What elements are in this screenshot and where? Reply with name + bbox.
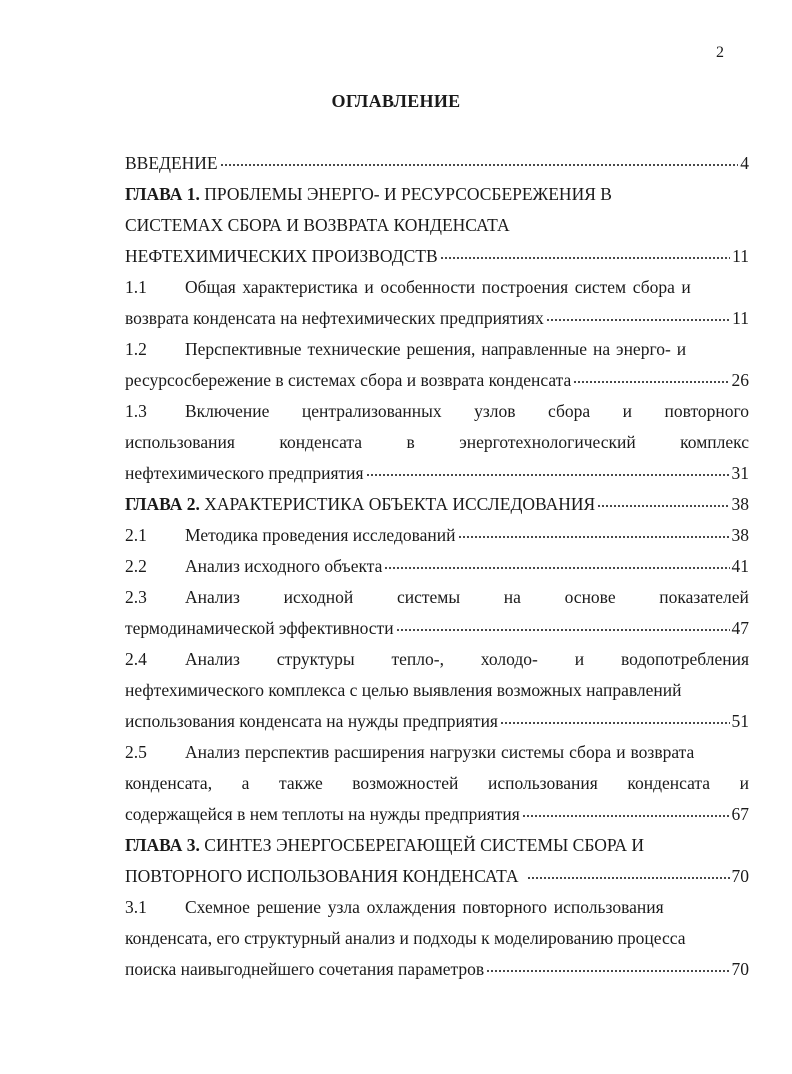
toc-entry-text: ХАРАКТЕРИСТИКА ОБЪЕКТА ИССЛЕДОВАНИЯ	[204, 494, 596, 514]
toc-section-2-4-cont	[125, 675, 749, 706]
toc-section-1-1-cont	[125, 303, 749, 334]
toc-page-number: 70	[731, 959, 749, 979]
section-number: 2.4	[125, 649, 147, 669]
word: и	[739, 773, 749, 793]
toc-page-number: 38	[731, 494, 749, 514]
table-of-contents	[125, 148, 749, 985]
dot-leader	[458, 536, 730, 538]
word: Анализ	[185, 649, 240, 669]
toc-section-2-2[interactable]	[125, 551, 749, 582]
section-number: 2.2	[125, 556, 147, 576]
toc-section-2-4-cont	[125, 706, 749, 737]
dot-leader	[384, 567, 729, 569]
toc-page-number: 38	[731, 525, 749, 545]
dot-leader	[522, 815, 730, 817]
toc-entry-text: Перспективные технические решения, направленные на энерго- и	[185, 339, 687, 359]
section-number: 1.1	[125, 277, 147, 297]
toc-entry-text: Методика проведения исследований	[185, 525, 456, 545]
dot-leader	[597, 505, 729, 507]
dot-leader	[396, 629, 730, 631]
toc-entry-text: Анализ перспектив расширения нагрузки системы сбора и возврата	[185, 742, 695, 762]
toc-chapter-1-cont	[125, 210, 749, 241]
toc-section-2-3-cont	[125, 613, 749, 644]
toc-entry-text: СИНТЕЗ ЭНЕРГОСБЕРЕГАЮЩЕЙ СИСТЕМЫ СБОРА И	[204, 835, 645, 855]
toc-section-1-2[interactable]	[125, 334, 749, 365]
toc-entry-text: ПРОБЛЕМЫ ЭНЕРГО- И РЕСУРСОСБЕРЕЖЕНИЯ В	[204, 184, 612, 204]
justified-line	[185, 644, 749, 675]
page-title: ОГЛАВЛЕНИЕ	[331, 91, 461, 111]
justified-line	[185, 396, 749, 427]
chapter-label: ГЛАВА 2.	[125, 494, 200, 514]
word: холодо-	[480, 649, 538, 669]
dot-leader	[486, 970, 729, 972]
word: структуры	[276, 649, 355, 669]
word: энерготехнологический	[459, 432, 636, 452]
toc-section-3-1-cont	[125, 954, 749, 985]
toc-section-1-2-cont	[125, 365, 749, 396]
toc-section-1-3-cont	[125, 427, 749, 458]
word: на	[503, 587, 521, 607]
toc-entry-text: содержащейся в нем теплоты на нужды предприятия	[125, 804, 520, 824]
word: использования	[487, 773, 598, 793]
toc-chapter-1[interactable]	[125, 179, 749, 210]
word: водопотребления	[620, 649, 749, 669]
section-number: 2.5	[125, 742, 147, 762]
toc-entry-text: ресурсосбережение в системах сбора и возврата конденсата	[125, 370, 572, 390]
toc-entry-text: нефтехимического комплекса с целью выявления возможных направлений	[125, 680, 682, 700]
toc-section-2-3[interactable]	[125, 582, 749, 613]
toc-section-1-3[interactable]	[125, 396, 749, 427]
word: исходной	[283, 587, 354, 607]
toc-section-2-5-cont	[125, 799, 749, 830]
toc-entry-text: Анализ исходного объекта	[185, 556, 383, 576]
toc-entry-text: поиска наивыгоднейшего сочетания параметров	[125, 959, 485, 979]
word: конденсата	[279, 432, 363, 452]
toc-page-number: 11	[732, 308, 749, 328]
word: сбора	[548, 401, 591, 421]
word: использования	[125, 432, 235, 452]
word: и	[574, 649, 585, 669]
chapter-label: ГЛАВА 3.	[125, 835, 200, 855]
toc-entry-intro[interactable]	[125, 148, 749, 179]
toc-page-number: 11	[732, 246, 749, 266]
dot-leader	[527, 877, 730, 879]
word: тепло-,	[391, 649, 444, 669]
section-number: 1.2	[125, 339, 147, 359]
toc-entry-text: возврата конденсата на нефтехимических предприятиях	[125, 308, 544, 328]
toc-entry-text: термодинамической эффективности	[125, 618, 394, 638]
word: Анализ	[185, 587, 240, 607]
chapter-label: ГЛАВА 1.	[125, 184, 200, 204]
word: узлов	[474, 401, 516, 421]
word: а	[241, 773, 250, 793]
word: основе	[564, 587, 616, 607]
dot-leader	[220, 164, 739, 166]
word: комплекс	[680, 432, 749, 452]
word: централизованных	[301, 401, 442, 421]
toc-page-number: 70	[731, 866, 749, 886]
toc-section-3-1-cont	[125, 923, 749, 954]
justified-line	[185, 582, 749, 613]
word: повторного	[664, 401, 749, 421]
toc-section-2-4[interactable]	[125, 644, 749, 675]
toc-entry-text: ВВЕДЕНИЕ	[125, 153, 218, 173]
word: в	[406, 432, 415, 452]
toc-page-number: 26	[731, 370, 749, 390]
toc-entry-text: ПОВТОРНОГО ИСПОЛЬЗОВАНИЯ КОНДЕНСАТА	[125, 866, 519, 886]
toc-entry-text: Общая характеристика и особенности построения систем сбора и	[185, 277, 691, 297]
toc-section-2-5-cont	[125, 768, 749, 799]
toc-page-number: 31	[731, 463, 749, 483]
section-number: 2.1	[125, 525, 147, 545]
toc-chapter-3-cont	[125, 861, 749, 892]
dot-leader	[573, 381, 729, 383]
toc-chapter-3[interactable]	[125, 830, 749, 861]
dot-leader	[440, 257, 730, 259]
toc-entry-text: использования конденсата на нужды предприятия	[125, 711, 498, 731]
page-number: 2	[716, 44, 724, 61]
section-number: 3.1	[125, 897, 147, 917]
toc-page-number: 51	[731, 711, 749, 731]
word: возможностей	[352, 773, 459, 793]
word: конденсата,	[125, 773, 213, 793]
word: Включение	[185, 401, 270, 421]
dot-leader	[546, 319, 730, 321]
toc-chapter-2[interactable]	[125, 489, 749, 520]
toc-section-3-1[interactable]	[125, 892, 749, 923]
toc-page-number: 41	[731, 556, 749, 576]
toc-entry-text: нефтехимического предприятия	[125, 463, 364, 483]
section-number: 1.3	[125, 401, 147, 421]
dot-leader	[366, 474, 730, 476]
word: конденсата	[627, 773, 711, 793]
dot-leader	[500, 722, 730, 724]
toc-entry-text: Схемное решение узла охлаждения повторного использования	[185, 897, 664, 917]
word: также	[278, 773, 323, 793]
toc-section-2-5[interactable]	[125, 737, 749, 768]
section-number: 2.3	[125, 587, 147, 607]
word: системы	[396, 587, 461, 607]
toc-page-number: 67	[731, 804, 749, 824]
toc-entry-text: конденсата, его структурный анализ и подходы к моделированию процесса	[125, 928, 686, 948]
toc-section-1-1[interactable]	[125, 272, 749, 303]
toc-page-number: 47	[731, 618, 749, 638]
word: и	[622, 401, 633, 421]
toc-chapter-1-cont	[125, 241, 749, 272]
toc-entry-text: СИСТЕМАХ СБОРА И ВОЗВРАТА КОНДЕНСАТА	[125, 215, 510, 235]
toc-section-2-1[interactable]	[125, 520, 749, 551]
toc-entry-text: НЕФТЕХИМИЧЕСКИХ ПРОИЗВОДСТВ	[125, 246, 438, 266]
toc-section-1-3-cont	[125, 458, 749, 489]
toc-page-number: 4	[740, 153, 749, 173]
word: показателей	[659, 587, 749, 607]
